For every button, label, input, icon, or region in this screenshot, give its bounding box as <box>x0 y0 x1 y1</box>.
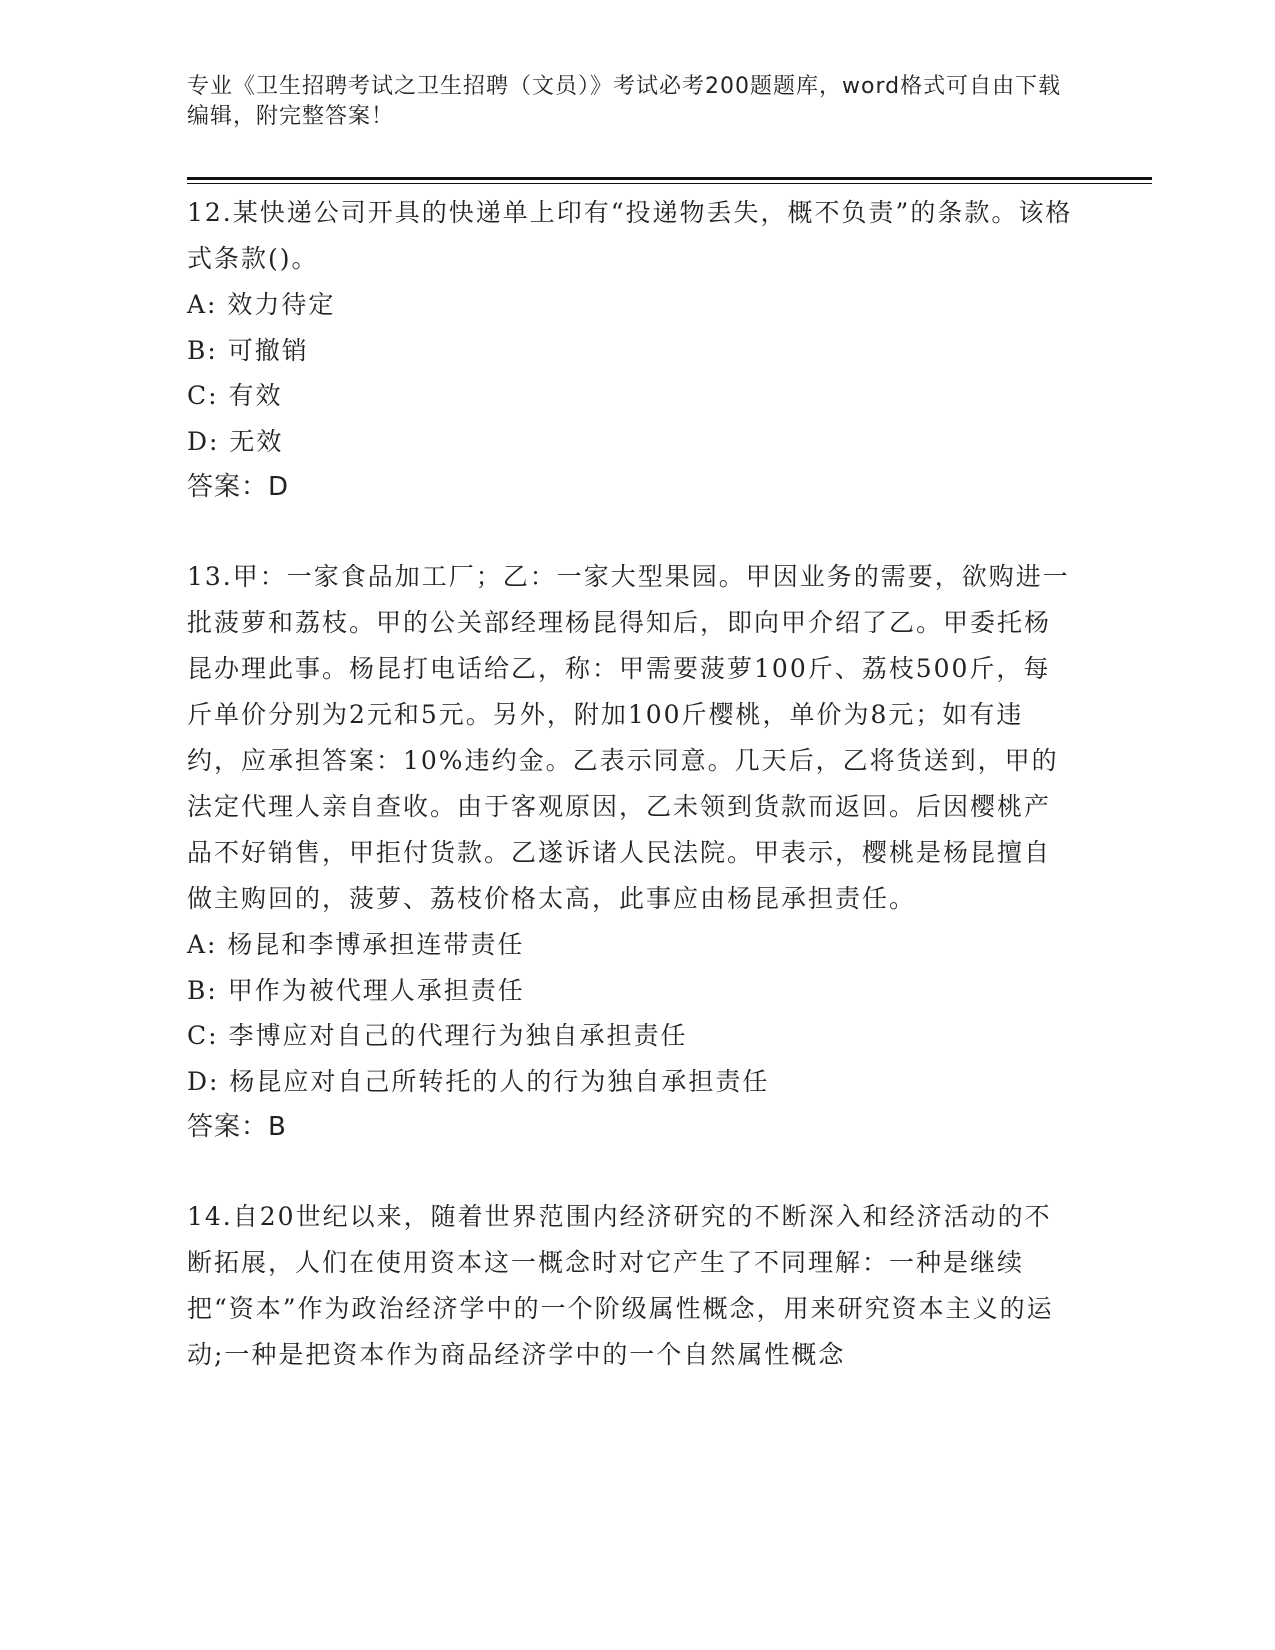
question-text: 13.甲：一家食品加工厂；乙：一家大型果园。甲因业务的需要，欲购进一批菠萝和荔枝。甲的公关部经理杨昆得知后，即向甲介绍了乙。甲委托杨昆办理此事。杨昆打电话给乙，称：甲需要菠萝100斤、荔枝500斤，每斤单价分别为2元和5元。另外，附加100斤樱桃，单价为8元；如有违约，应承担答案：10%违约金。乙表示同意。几天后，乙将货送到，甲的法定代理人亲自查收。由于客观原因，乙未领到货款而返回。后因樱桃产品不好销售，甲拒付货款。乙遂诉诸人民法院。甲表示，樱桃是杨昆擅自做主购回的，菠萝、荔枝价格太高，此事应由杨昆承担责任。 <box>187 562 1070 913</box>
option-a: A: 效力待定 <box>187 290 336 319</box>
question-text: 12.某快递公司开具的快递单上印有“投递物丢失，概不负责”的条款。该格式条款()。 <box>187 198 1073 273</box>
question-text: 14.自20世纪以来，随着世界范围内经济研究的不断深入和经济活动的不断拓展，人们在使用资本这一概念时对它产生了不同理解：一种是继续把“资本”作为政治经济学中的一个阶级属性概念，用来研究资本主义的运动;一种是把资本作为商品经济学中的一个自然属性概念 <box>187 1202 1054 1369</box>
option-c: C: 李博应对自己的代理行为独自承担责任 <box>187 1021 688 1050</box>
option-d: D: 杨昆应对自己所转托的人的行为独自承担责任 <box>187 1066 770 1096</box>
document-header: 专业《卫生招聘考试之卫生招聘（文员）》考试必考200题题库，word格式可自由下载编辑，附完整答案！ <box>187 74 1062 129</box>
option-a: A: 杨昆和李博承担连带责任 <box>187 930 525 959</box>
question-list <box>187 190 1077 1378</box>
header-divider <box>187 177 1152 180</box>
option-b: B: 可撤销 <box>187 335 309 365</box>
option-b: B: 甲作为被代理人承担责任 <box>187 975 525 1005</box>
spacer <box>187 1150 1077 1194</box>
question-block-12 <box>187 190 1077 510</box>
header-divider-thin <box>187 183 1152 184</box>
spacer <box>187 510 1077 554</box>
answer-line: 答案：D <box>187 472 290 502</box>
question-block-14 <box>187 1194 1077 1378</box>
option-c: C: 有效 <box>187 381 283 410</box>
answer-line: 答案：B <box>187 1112 287 1142</box>
question-block-13 <box>187 554 1077 1150</box>
option-d: D: 无效 <box>187 426 284 456</box>
